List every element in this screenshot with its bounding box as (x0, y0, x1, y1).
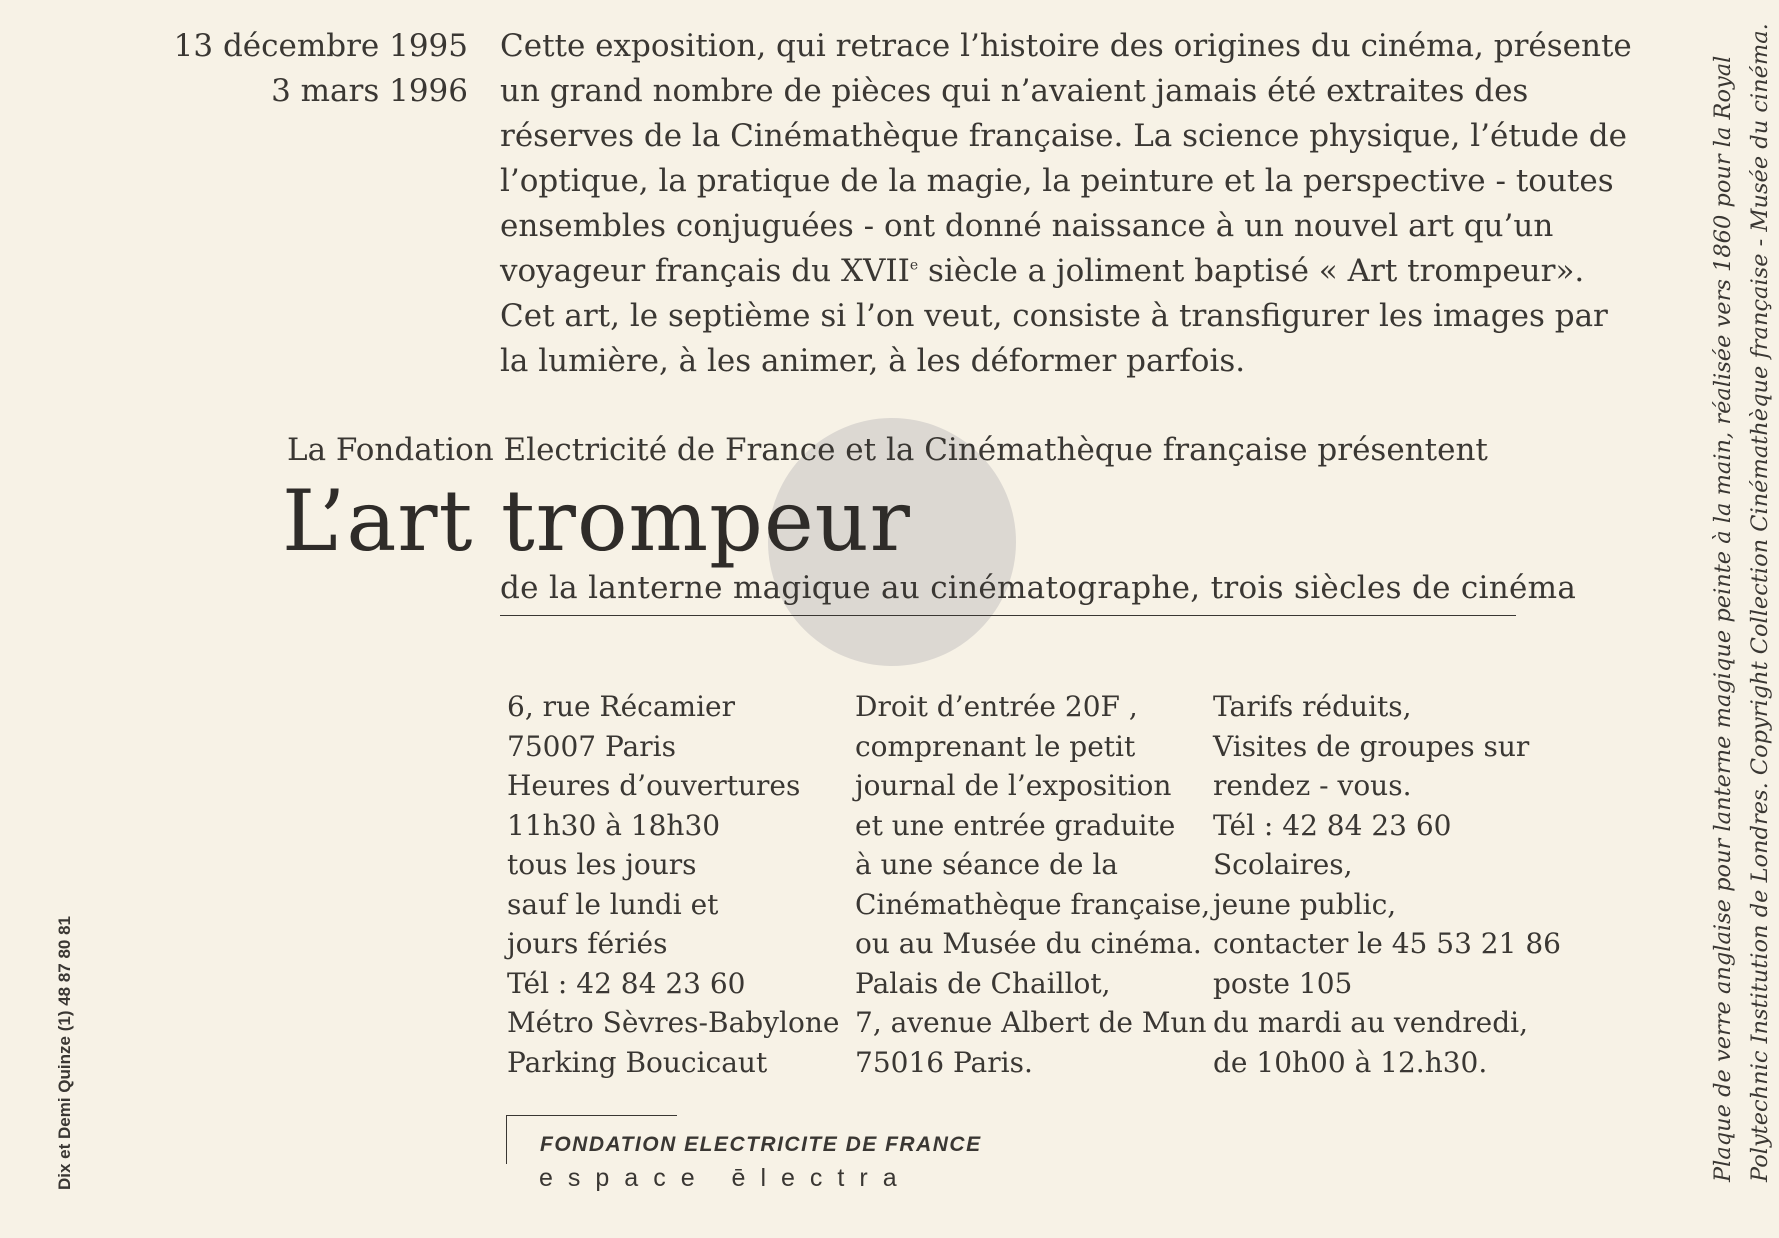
address-line: Tél : 42 84 23 60 (507, 966, 746, 1000)
intro-paragraph (500, 24, 1632, 384)
intro-line (500, 249, 1585, 294)
rates-line: Tél : 42 84 23 60 (1213, 808, 1452, 842)
intro-line-part: siècle a joliment baptisé « Art trompeur». (918, 253, 1585, 289)
address-line: Métro Sèvres-Babylone (507, 1006, 840, 1039)
rates-line: poste 105 (1213, 966, 1353, 1000)
rates-line: de 10h00 à 12.h30. (1213, 1045, 1488, 1079)
intro-line: l’optique, la pratique de la magie, la peinture et la perspective - toutes (500, 163, 1614, 199)
intro-line: ensembles conjuguées - ont donné naissance à un nouvel art qu’un (500, 208, 1554, 244)
address-line: tous les jours (507, 848, 697, 881)
date-end: 3 mars 1996 (271, 73, 468, 109)
foundation-logo-subtitle: espace ēlectra (539, 1164, 912, 1192)
caption-line: Plaque de verre anglaise pour lanterne magique peinte à la main, réalisée vers 1860 pour la Royal (1710, 55, 1736, 1182)
intro-line: Cet art, le septième si l’on veut, consiste à transfigurer les images par (500, 298, 1608, 334)
admission-line: 75016 Paris. (855, 1045, 1033, 1079)
admission-line: ou au Musée du cinéma. (855, 927, 1202, 960)
century-numeral: XVII (840, 253, 910, 289)
info-column-rates (1213, 687, 1561, 1082)
address-line: Parking Boucicaut (507, 1045, 768, 1079)
foundation-logo-name: FONDATION ELECTRICITE DE FRANCE (540, 1133, 982, 1156)
exhibition-subtitle: de la lanterne magique au cinématographe, trois siècles de cinéma (500, 570, 1577, 606)
rates-line: du mardi au vendredi, (1213, 1006, 1528, 1039)
admission-line: comprenant le petit (855, 729, 1136, 763)
admission-line: 7, avenue Albert de Mun (855, 1006, 1207, 1039)
intro-line: réserves de la Cinémathèque française. La science physique, l’étude de (500, 118, 1627, 154)
admission-line: Palais de Chaillot, (855, 966, 1111, 1000)
address-line: 75007 Paris (507, 729, 676, 763)
address-line: 11h30 à 18h30 (507, 808, 721, 842)
exhibition-dates (150, 24, 468, 114)
admission-line: journal de l’exposition (855, 769, 1172, 802)
address-line: jours fériés (507, 927, 668, 960)
info-column-admission (855, 687, 1210, 1082)
design-credit: Dix et Demi Quinze (1) 48 87 80 81 (55, 915, 74, 1190)
exhibition-title: L’art trompeur (282, 472, 911, 570)
presenters-line: La Fondation Electricité de France et la Cinémathèque française présentent (287, 432, 1488, 468)
image-caption (1705, 23, 1779, 1182)
admission-line: Droit d’entrée 20F , (855, 690, 1138, 723)
caption-line: Polytechnic Institution de Londres. Copyright Collection Cinémathèque française - Musée du cinéma. (1747, 23, 1773, 1182)
rates-line: Scolaires, (1213, 848, 1353, 881)
admission-line: et une entrée graduite (855, 808, 1176, 842)
address-line: Heures d’ouvertures (507, 769, 801, 802)
info-column-address (507, 687, 839, 1082)
rates-line: contacter le 45 53 21 86 (1213, 927, 1561, 960)
intro-line: Cette exposition, qui retrace l’histoire des origines du cinéma, présente (500, 28, 1632, 64)
subtitle-underline (500, 615, 1516, 616)
century-superscript: e (909, 257, 919, 274)
address-line: 6, rue Récamier (507, 690, 735, 723)
rates-line: Tarifs réduits, (1213, 690, 1412, 723)
intro-line: la lumière, à les animer, à les déformer parfois. (500, 343, 1246, 379)
rates-line: rendez - vous. (1213, 769, 1412, 802)
rates-line: jeune public, (1213, 887, 1397, 921)
intro-line: un grand nombre de pièces qui n’avaient jamais été extraites des (500, 73, 1529, 109)
address-line: sauf le lundi et (507, 887, 719, 921)
rates-line: Visites de groupes sur (1213, 729, 1530, 763)
admission-line: à une séance de la (855, 848, 1118, 881)
date-start: 13 décembre 1995 (173, 28, 468, 64)
admission-line: Cinémathèque française, (855, 887, 1211, 921)
intro-line-part: voyageur français du (500, 253, 841, 289)
